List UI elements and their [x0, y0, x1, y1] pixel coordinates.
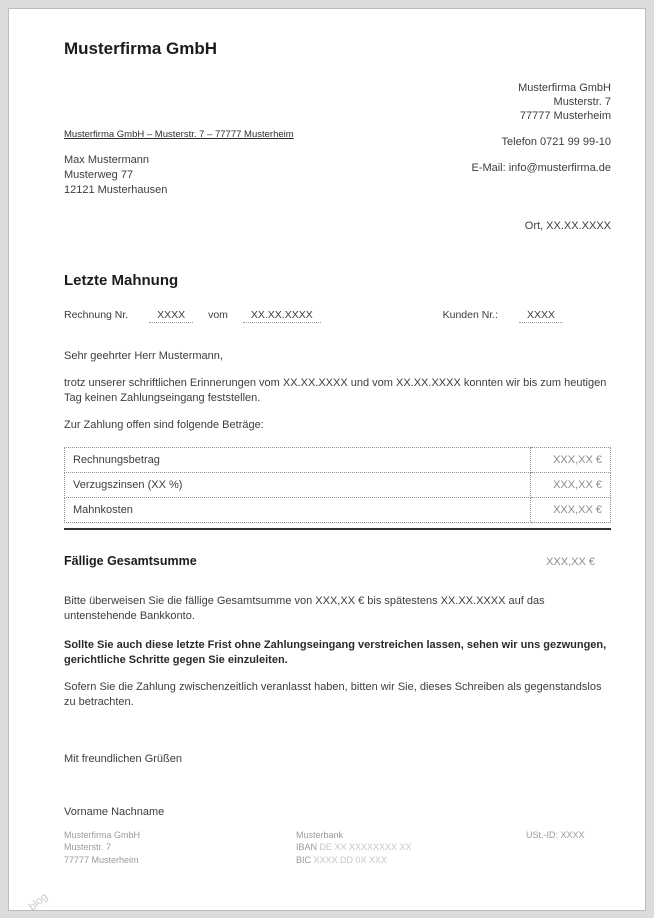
iban-label: IBAN: [296, 842, 320, 852]
letter-footer: [64, 829, 611, 867]
company-city: 77777 Musterheim: [519, 110, 611, 122]
invoice-number-value: XXXX: [149, 309, 193, 323]
invoice-date-value: XX.XX.XXXX: [243, 309, 321, 323]
invoice-number-label: Rechnung Nr.: [64, 309, 129, 321]
charge-label-interest: Verzugszinsen (XX %): [65, 473, 531, 498]
table-row: [65, 498, 611, 523]
table-row: [65, 448, 611, 473]
recipient-street: Musterweg 77: [64, 169, 134, 181]
watermark-text: blog: [26, 890, 51, 914]
sum-divider: [64, 528, 611, 530]
subject-heading: Letzte Mahnung: [64, 272, 179, 289]
sender-return-address: Musterfirma GmbH – Musterstr. 7 – 77777 Musterheim: [64, 129, 294, 140]
charge-value-dunning-fee: XXX,XX €: [531, 498, 611, 523]
company-title: Musterfirma GmbH: [64, 39, 218, 58]
company-street: Musterstr. 7: [553, 96, 611, 108]
iban-value: DE XX XXXXXXXX XX: [319, 842, 412, 852]
paragraph-legal-warning: Sollte Sie auch diese letzte Frist ohne Zahlungseingang verstreichen lassen, sehen wir uns gezwungen, gerichtliche Schritte gegen Sie einzuleiten.: [64, 639, 607, 666]
company-email: E-Mail: info@musterfirma.de: [471, 162, 611, 174]
charge-value-interest: XXX,XX €: [531, 473, 611, 498]
company-name: Musterfirma GmbH: [518, 82, 611, 94]
footer-bank-column: [296, 829, 526, 867]
footer-vat-column: [526, 829, 611, 867]
recipient-city: 12121 Musterhausen: [64, 184, 168, 196]
signature-name: Vorname Nachname: [64, 806, 165, 818]
total-label: Fällige Gesamtsumme: [64, 554, 197, 568]
paragraph-disregard-note: Sofern Sie die Zahlung zwischenzeitlich veranlasst haben, bitten wir Sie, dieses Schreiben als gegenstandslos zu betrachten.: [64, 681, 602, 708]
total-row: [64, 554, 611, 568]
company-address-block: [471, 81, 611, 198]
footer-bank-name: Musterbank: [296, 829, 344, 840]
reference-row: [64, 309, 611, 323]
place-and-date: Ort, XX.XX.XXXX: [524, 220, 611, 232]
footer-company-street: Musterstr. 7: [64, 842, 112, 852]
footer-bic-line: [296, 854, 526, 867]
footer-company-name: Musterfirma GmbH: [64, 829, 141, 840]
header-left-column: [64, 81, 364, 198]
bic-label: BIC: [296, 854, 314, 865]
recipient-address-block: [64, 153, 364, 198]
charge-value-invoice-amount: XXX,XX €: [531, 448, 611, 473]
charges-table: [64, 447, 611, 523]
bic-value: XXXX DD 0X XXX: [313, 854, 388, 865]
closing-phrase: Mit freundlichen Grüßen: [64, 753, 182, 765]
customer-reference: [443, 309, 611, 323]
invoice-reference: [64, 309, 321, 323]
footer-iban-line: [296, 841, 526, 854]
footer-vat-id: USt.-ID: XXXX: [526, 829, 585, 840]
charge-label-invoice-amount: Rechnungsbetrag: [65, 448, 531, 473]
recipient-name: Max Mustermann: [64, 154, 149, 166]
invoice-date-label: vom: [208, 309, 228, 321]
table-row: [65, 473, 611, 498]
customer-number-label: Kunden Nr.:: [442, 309, 499, 321]
customer-number-value: XXXX: [519, 309, 563, 323]
paragraph-reminder: trotz unserer schriftlichen Erinnerungen vom XX.XX.XXXX und vom XX.XX.XXXX konnten wir bis zum heutigen Tag keinen Zahlungseingang feststellen.: [64, 377, 607, 404]
charge-label-dunning-fee: Mahnkosten: [65, 498, 531, 523]
company-phone: Telefon 0721 99 99-10: [501, 136, 611, 148]
header-row: [64, 81, 611, 198]
letter-page: [8, 8, 646, 911]
salutation: Sehr geehrter Herr Mustermann,: [64, 350, 223, 362]
paragraph-open-amounts: Zur Zahlung offen sind folgende Beträge:: [64, 419, 264, 431]
paragraph-payment-request: Bitte überweisen Sie die fällige Gesamtsumme von XXX,XX € bis spätestens XX.XX.XXXX auf das untenstehende Bankkonto.: [64, 595, 545, 622]
footer-company-city: 77777 Musterheim: [64, 854, 139, 865]
total-value: XXX,XX €: [546, 556, 595, 568]
footer-company-column: [64, 829, 296, 867]
